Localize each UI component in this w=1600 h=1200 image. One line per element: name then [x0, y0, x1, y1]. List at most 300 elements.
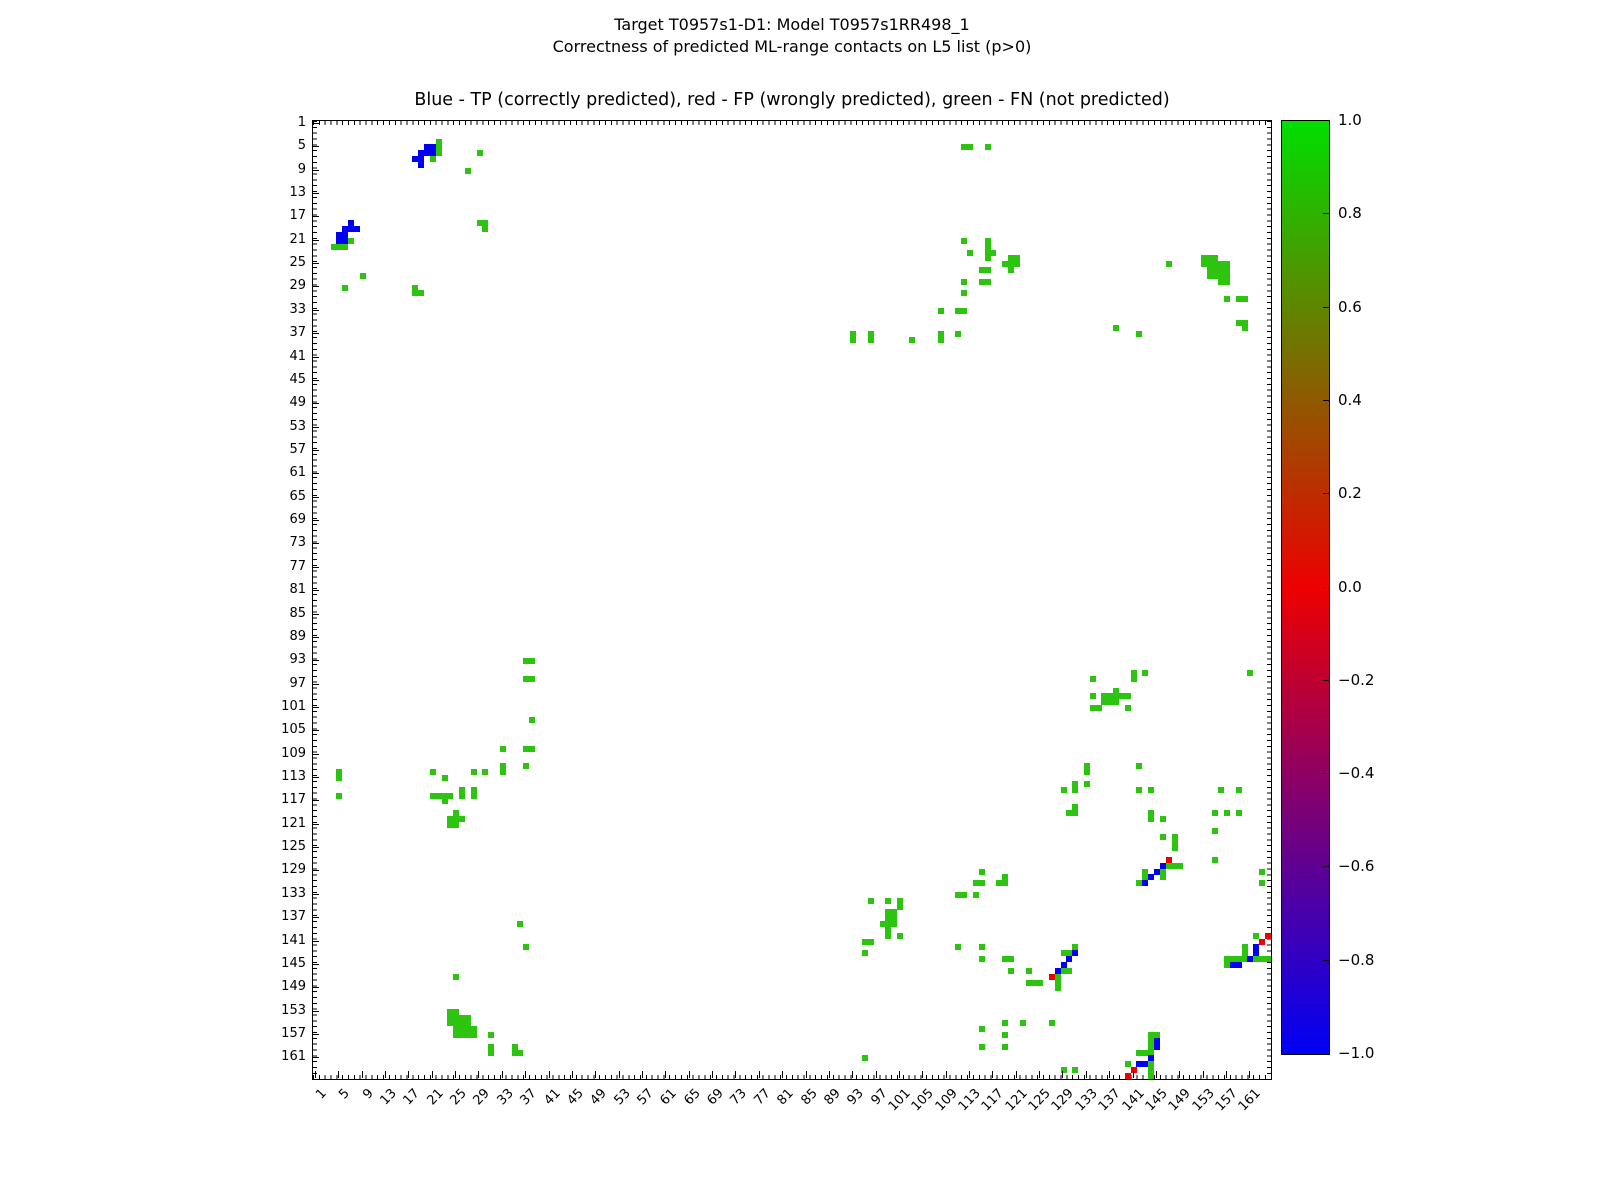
x-axis-major-tick	[1109, 1071, 1110, 1078]
contact-cell-green	[850, 337, 856, 343]
contact-cell-green	[529, 676, 535, 682]
contact-cell-blue	[1236, 962, 1242, 968]
x-tick-label: 37	[517, 1085, 540, 1109]
y-tick-label: 25	[289, 255, 306, 271]
x-axis-major-tick	[478, 1071, 479, 1078]
contact-cell-green	[523, 944, 529, 950]
x-axis-major-tick	[1086, 1071, 1087, 1078]
x-axis-major-tick	[362, 1071, 363, 1078]
contact-cell-green	[985, 267, 991, 273]
x-axis-major-tick	[1016, 1071, 1017, 1078]
y-tick-label: 53	[289, 418, 306, 434]
y-tick-label: 37	[289, 325, 306, 341]
y-tick-label: 65	[289, 488, 306, 504]
contact-cell-green	[1131, 676, 1137, 682]
contact-cell-green	[967, 144, 973, 150]
contact-cell-blue	[1066, 956, 1072, 962]
x-tick-label: 137	[1095, 1085, 1124, 1115]
y-axis-major-tick	[312, 917, 319, 918]
contact-cell-green	[862, 1055, 868, 1061]
y-axis-major-tick	[312, 403, 319, 404]
y-tick-label: 109	[281, 745, 306, 761]
x-axis-major-tick	[1039, 1071, 1040, 1078]
y-tick-label: 33	[289, 301, 306, 317]
contact-cell-green	[1136, 331, 1142, 337]
x-tick-label: 69	[704, 1085, 727, 1109]
contact-cell-green	[961, 308, 967, 314]
colorbar-tick	[1323, 866, 1329, 867]
contact-cell-red	[1166, 857, 1172, 863]
x-axis-major-tick	[1249, 1071, 1250, 1078]
contact-cell-green	[482, 226, 488, 232]
y-tick-label: 77	[289, 558, 306, 574]
contact-cell-green	[1177, 863, 1183, 869]
colorbar-tick-label: 0.2	[1338, 484, 1362, 503]
y-tick-label: 81	[289, 582, 306, 598]
x-tick-label: 9	[359, 1085, 377, 1103]
x-axis-major-tick	[385, 1071, 386, 1078]
contact-cell-green	[1049, 1020, 1055, 1026]
y-tick-label: 149	[281, 979, 306, 995]
y-axis-major-tick	[312, 660, 319, 661]
colorbar-tick-label: −1.0	[1338, 1044, 1375, 1062]
contact-cell-green	[442, 775, 448, 781]
contact-cell-red	[1265, 933, 1271, 939]
contact-cell-green	[1014, 261, 1020, 267]
x-axis-major-tick	[969, 1071, 970, 1078]
contact-cell-green	[442, 798, 448, 804]
x-axis-major-tick	[455, 1071, 456, 1078]
contact-cell-blue	[1142, 880, 1148, 886]
x-axis-major-tick	[759, 1071, 760, 1078]
x-axis-major-tick	[1179, 1071, 1180, 1078]
contact-cell-green	[1008, 956, 1014, 962]
contact-cell-green	[453, 974, 459, 980]
x-axis-major-tick	[922, 1071, 923, 1078]
axis-minor-ticks	[313, 121, 317, 1079]
contact-cell-green	[517, 921, 523, 927]
y-axis-major-tick	[312, 964, 319, 965]
contact-cell-green	[868, 898, 874, 904]
colorbar-tick-label: 0.8	[1338, 204, 1362, 223]
contact-cell-green	[430, 156, 436, 162]
contact-cell-green	[529, 746, 535, 752]
y-tick-label: 145	[281, 955, 306, 971]
colorbar-tick	[1323, 213, 1329, 214]
contact-cell-green	[1055, 985, 1061, 991]
contact-cell-green	[453, 822, 459, 828]
contact-cell-green	[465, 168, 471, 174]
contact-cell-green	[985, 279, 991, 285]
x-axis-major-tick	[1133, 1071, 1134, 1078]
x-tick-label: 49	[587, 1085, 610, 1109]
contact-cell-green	[1002, 874, 1008, 880]
contact-cell-green	[471, 1032, 477, 1038]
x-axis-major-tick	[735, 1071, 736, 1078]
colorbar-tick-label: 0.0	[1338, 577, 1362, 596]
contact-cell-green	[1136, 787, 1142, 793]
contact-cell-green	[1236, 810, 1242, 816]
y-tick-label: 85	[289, 605, 306, 621]
contact-cell-green	[1061, 1067, 1067, 1073]
x-tick-label: 41	[541, 1085, 564, 1109]
x-axis-major-tick	[1062, 1071, 1063, 1078]
contact-cell-green	[342, 244, 348, 250]
y-axis-major-tick	[312, 450, 319, 451]
y-tick-label: 105	[281, 722, 306, 738]
colorbar-tick-label: 0.4	[1338, 390, 1362, 409]
x-tick-label: 109	[932, 1085, 961, 1115]
contact-cell-blue	[1072, 950, 1078, 956]
x-axis-major-tick	[876, 1071, 877, 1078]
x-tick-label: 33	[494, 1085, 517, 1109]
x-axis-major-tick	[712, 1071, 713, 1078]
x-tick-label: 53	[611, 1085, 634, 1109]
y-tick-label: 49	[289, 395, 306, 411]
x-axis-major-tick	[338, 1071, 339, 1078]
contact-cell-blue	[342, 238, 348, 244]
axis-minor-ticks	[313, 121, 1271, 125]
contact-cell-green	[482, 769, 488, 775]
colorbar-tick-label: 0.6	[1338, 297, 1362, 316]
x-axis-major-tick	[502, 1071, 503, 1078]
y-axis-major-tick	[312, 800, 319, 801]
contact-cell-blue	[1154, 1044, 1160, 1050]
contact-cell-green	[938, 308, 944, 314]
x-axis-major-tick	[899, 1071, 900, 1078]
contact-cell-blue	[1061, 962, 1067, 968]
y-tick-label: 153	[281, 1002, 306, 1018]
contact-cell-green	[1084, 781, 1090, 787]
x-axis-major-tick	[432, 1071, 433, 1078]
y-axis-major-tick	[312, 427, 319, 428]
y-axis-major-tick	[312, 824, 319, 825]
y-axis-major-tick	[312, 170, 319, 171]
contact-cell-green	[500, 769, 506, 775]
contact-cell-green	[985, 255, 991, 261]
x-axis-major-tick	[1203, 1071, 1204, 1078]
contact-cell-green	[973, 892, 979, 898]
contact-cell-green	[1136, 763, 1142, 769]
y-tick-label: 97	[289, 675, 306, 691]
contact-cell-green	[955, 331, 961, 337]
y-tick-label: 101	[281, 698, 306, 714]
contact-cell-green	[1148, 787, 1154, 793]
contact-cell-green	[336, 793, 342, 799]
y-tick-label: 129	[281, 862, 306, 878]
contact-cell-green	[990, 250, 996, 256]
contact-cell-green	[459, 816, 465, 822]
x-tick-label: 113	[955, 1085, 984, 1115]
contact-cell-green	[1008, 968, 1014, 974]
y-tick-label: 161	[281, 1049, 306, 1065]
y-axis-major-tick	[312, 894, 319, 895]
axes-legend-title: Blue - TP (correctly predicted), red - FP (wrongly predicted), green - FN (not predicted)	[414, 90, 1170, 110]
contact-cell-green	[897, 904, 903, 910]
contact-cell-green	[862, 950, 868, 956]
colorbar-tick-label: 1.0	[1338, 111, 1362, 129]
contact-cell-green	[1160, 816, 1166, 822]
y-axis-major-tick	[312, 357, 319, 358]
y-axis-major-tick	[312, 707, 319, 708]
x-axis-major-tick	[619, 1071, 620, 1078]
contact-cell-green	[891, 921, 897, 927]
contact-cell-green	[1125, 693, 1131, 699]
x-tick-label: 93	[844, 1085, 867, 1109]
y-axis-major-tick	[312, 520, 319, 521]
colorbar-tick	[1323, 773, 1329, 774]
x-tick-label: 85	[798, 1085, 821, 1109]
contact-cell-green	[1002, 880, 1008, 886]
contact-cell-green	[500, 746, 506, 752]
contact-cell-green	[1142, 670, 1148, 676]
contact-cell-blue	[354, 226, 360, 232]
y-tick-label: 13	[289, 185, 306, 200]
contact-cell-red	[1131, 1067, 1137, 1073]
contact-cell-green	[1247, 670, 1253, 676]
contact-cell-green	[529, 717, 535, 723]
y-axis-major-tick	[312, 614, 319, 615]
x-axis-major-tick	[642, 1071, 643, 1078]
x-tick-label: 5	[336, 1085, 354, 1103]
y-axis-major-tick	[312, 310, 319, 311]
contact-cell-green	[979, 944, 985, 950]
x-axis-major-tick	[315, 1071, 316, 1078]
contact-cell-green	[336, 775, 342, 781]
contact-cell-green	[1148, 816, 1154, 822]
contact-cell-green	[1090, 693, 1096, 699]
x-tick-label: 161	[1236, 1085, 1265, 1115]
y-axis-major-tick	[312, 567, 319, 568]
contact-cell-green	[1113, 699, 1119, 705]
y-axis-major-tick	[312, 1034, 319, 1035]
y-tick-label: 125	[281, 839, 306, 855]
contact-cell-green	[523, 763, 529, 769]
colorbar	[1281, 120, 1330, 1055]
x-axis-major-tick	[829, 1071, 830, 1078]
contact-cell-green	[488, 1032, 494, 1038]
contact-cell-green	[979, 1026, 985, 1032]
y-tick-label: 117	[281, 792, 306, 808]
contact-cell-green	[961, 892, 967, 898]
y-axis-major-tick	[312, 754, 319, 755]
x-axis-major-tick	[665, 1071, 666, 1078]
x-tick-label: 141	[1119, 1085, 1148, 1115]
contact-cell-green	[418, 290, 424, 296]
contact-cell-green	[979, 880, 985, 886]
y-tick-label: 21	[289, 231, 306, 247]
y-axis-major-tick	[312, 333, 319, 334]
figure-title	[162, 14, 1422, 58]
y-tick-label: 157	[281, 1026, 306, 1041]
contact-cell-green	[1113, 325, 1119, 331]
y-axis-major-tick	[312, 123, 319, 124]
contact-cell-green	[348, 238, 354, 244]
y-tick-label: 9	[297, 161, 306, 177]
contact-cell-green	[868, 939, 874, 945]
x-tick-label: 101	[885, 1085, 914, 1115]
x-axis-major-tick	[946, 1071, 947, 1078]
contact-cell-blue	[430, 150, 436, 156]
contact-cell-blue	[1148, 1055, 1154, 1061]
x-tick-label: 45	[564, 1085, 587, 1109]
x-tick-label: 61	[657, 1085, 681, 1109]
y-axis-major-tick	[312, 637, 319, 638]
colorbar-tick	[1323, 680, 1329, 681]
y-axis-major-tick	[312, 286, 319, 287]
contact-cell-green	[1166, 261, 1172, 267]
x-tick-label: 105	[909, 1085, 938, 1115]
y-axis-major-tick	[312, 380, 319, 381]
x-axis-major-tick	[852, 1071, 853, 1078]
colorbar-tick	[1323, 587, 1329, 588]
x-axis-major-tick	[806, 1071, 807, 1078]
x-axis-major-tick	[549, 1071, 550, 1078]
contact-map-plot	[312, 120, 1272, 1080]
figure-title-line1: Target T0957s1-D1: Model T0957s1RR498_1	[614, 15, 970, 34]
contact-cell-green	[477, 150, 483, 156]
y-axis-major-tick	[312, 777, 319, 778]
y-tick-label: 89	[289, 628, 306, 644]
x-tick-label: 89	[821, 1085, 844, 1109]
contact-cell-green	[938, 337, 944, 343]
contact-cell-green	[517, 1050, 523, 1056]
contact-cell-green	[1236, 787, 1242, 793]
x-tick-label: 129	[1049, 1085, 1078, 1115]
x-axis-major-tick	[1226, 1071, 1227, 1078]
y-axis-major-tick	[312, 146, 319, 147]
contact-cell-blue	[1160, 863, 1166, 869]
contact-cell-green	[1061, 787, 1067, 793]
contact-cell-green	[1224, 296, 1230, 302]
y-axis-major-tick	[312, 1057, 319, 1058]
y-tick-label: 61	[289, 465, 306, 481]
y-axis-major-tick	[312, 473, 319, 474]
contact-cell-green	[1066, 968, 1072, 974]
y-tick-label: 73	[289, 535, 306, 551]
y-axis-major-tick	[312, 240, 319, 241]
contact-cell-green	[979, 956, 985, 962]
x-tick-label: 25	[447, 1085, 470, 1109]
x-tick-label: 125	[1025, 1085, 1054, 1115]
y-tick-label: 121	[281, 815, 306, 831]
contact-cell-green	[1037, 980, 1043, 986]
contact-cell-green	[430, 769, 436, 775]
y-axis-major-tick	[312, 263, 319, 264]
contact-cell-red	[1259, 939, 1265, 945]
x-tick-label: 133	[1072, 1085, 1101, 1115]
contact-cell-green	[1242, 325, 1248, 331]
contact-cell-blue	[1154, 869, 1160, 875]
contact-cell-green	[1212, 810, 1218, 816]
contact-cell-green	[1218, 787, 1224, 793]
colorbar-tick	[1323, 493, 1329, 494]
x-axis-major-tick	[408, 1071, 409, 1078]
contact-cell-green	[1125, 705, 1131, 711]
y-axis-major-tick	[312, 941, 319, 942]
contact-cell-green	[1072, 787, 1078, 793]
x-axis-major-tick	[689, 1071, 690, 1078]
contact-cell-green	[1072, 810, 1078, 816]
contact-cell-green	[471, 769, 477, 775]
x-tick-label: 13	[377, 1085, 400, 1109]
x-axis-major-tick	[595, 1071, 596, 1078]
x-axis-major-tick	[782, 1071, 783, 1078]
contact-cell-green	[1259, 880, 1265, 886]
x-tick-label: 117	[979, 1085, 1008, 1115]
x-tick-label: 97	[868, 1085, 891, 1109]
contact-cell-green	[436, 150, 442, 156]
x-tick-label: 153	[1189, 1085, 1218, 1115]
colorbar-tick	[1323, 960, 1329, 961]
contact-cell-green	[1084, 769, 1090, 775]
contact-cell-green	[961, 279, 967, 285]
contact-cell-green	[1212, 857, 1218, 863]
y-tick-label: 137	[281, 909, 306, 925]
y-tick-label: 29	[289, 278, 306, 294]
x-tick-label: 81	[774, 1085, 797, 1109]
figure-title-line2: Correctness of predicted ML-range contacts on L5 list (p>0)	[552, 37, 1032, 56]
x-tick-label: 157	[1212, 1085, 1241, 1115]
contact-cell-blue	[1253, 950, 1259, 956]
contact-cell-green	[1002, 1044, 1008, 1050]
y-axis-major-tick	[312, 684, 319, 685]
y-axis-major-tick	[312, 870, 319, 871]
contact-cell-green	[961, 238, 967, 244]
y-tick-label: 113	[281, 769, 306, 784]
colorbar-tick-label: −0.4	[1338, 764, 1375, 783]
colorbar-tick-label: −0.8	[1338, 950, 1375, 969]
contact-cell-green	[529, 658, 535, 664]
y-axis-major-tick	[312, 543, 319, 544]
y-axis-major-tick	[312, 497, 319, 498]
contact-cell-green	[1096, 705, 1102, 711]
x-tick-label: 149	[1165, 1085, 1194, 1115]
contact-cell-blue	[418, 162, 424, 168]
contact-cell-green	[1008, 267, 1014, 273]
contact-cell-red	[1049, 974, 1055, 980]
contact-cell-green	[1265, 956, 1271, 962]
contact-cell-green	[1148, 1073, 1154, 1079]
contact-cell-green	[961, 290, 967, 296]
y-tick-label: 5	[297, 138, 306, 154]
y-axis-major-tick	[312, 590, 319, 591]
contact-cell-red	[1125, 1073, 1131, 1079]
x-tick-label: 65	[681, 1085, 704, 1109]
contact-cell-green	[1160, 874, 1166, 880]
contact-cell-green	[1242, 296, 1248, 302]
y-tick-label: 41	[289, 348, 306, 364]
x-axis-major-tick	[992, 1071, 993, 1078]
contact-cell-green	[979, 1044, 985, 1050]
contact-cell-green	[459, 793, 465, 799]
contact-cell-blue	[1142, 1061, 1148, 1067]
colorbar-tick	[1323, 307, 1329, 308]
contact-cell-green	[360, 273, 366, 279]
y-tick-label: 17	[289, 208, 306, 224]
contact-cell-green	[1160, 834, 1166, 840]
x-tick-label: 57	[634, 1085, 657, 1109]
contact-cell-green	[447, 793, 453, 799]
y-tick-label: 57	[289, 442, 306, 457]
y-tick-label: 133	[281, 885, 306, 901]
x-tick-label: 77	[751, 1085, 774, 1109]
y-tick-label: 93	[289, 652, 306, 668]
contact-cell-green	[909, 337, 915, 343]
contact-cell-green	[885, 933, 891, 939]
x-axis-major-tick	[525, 1071, 526, 1078]
y-axis-major-tick	[312, 847, 319, 848]
